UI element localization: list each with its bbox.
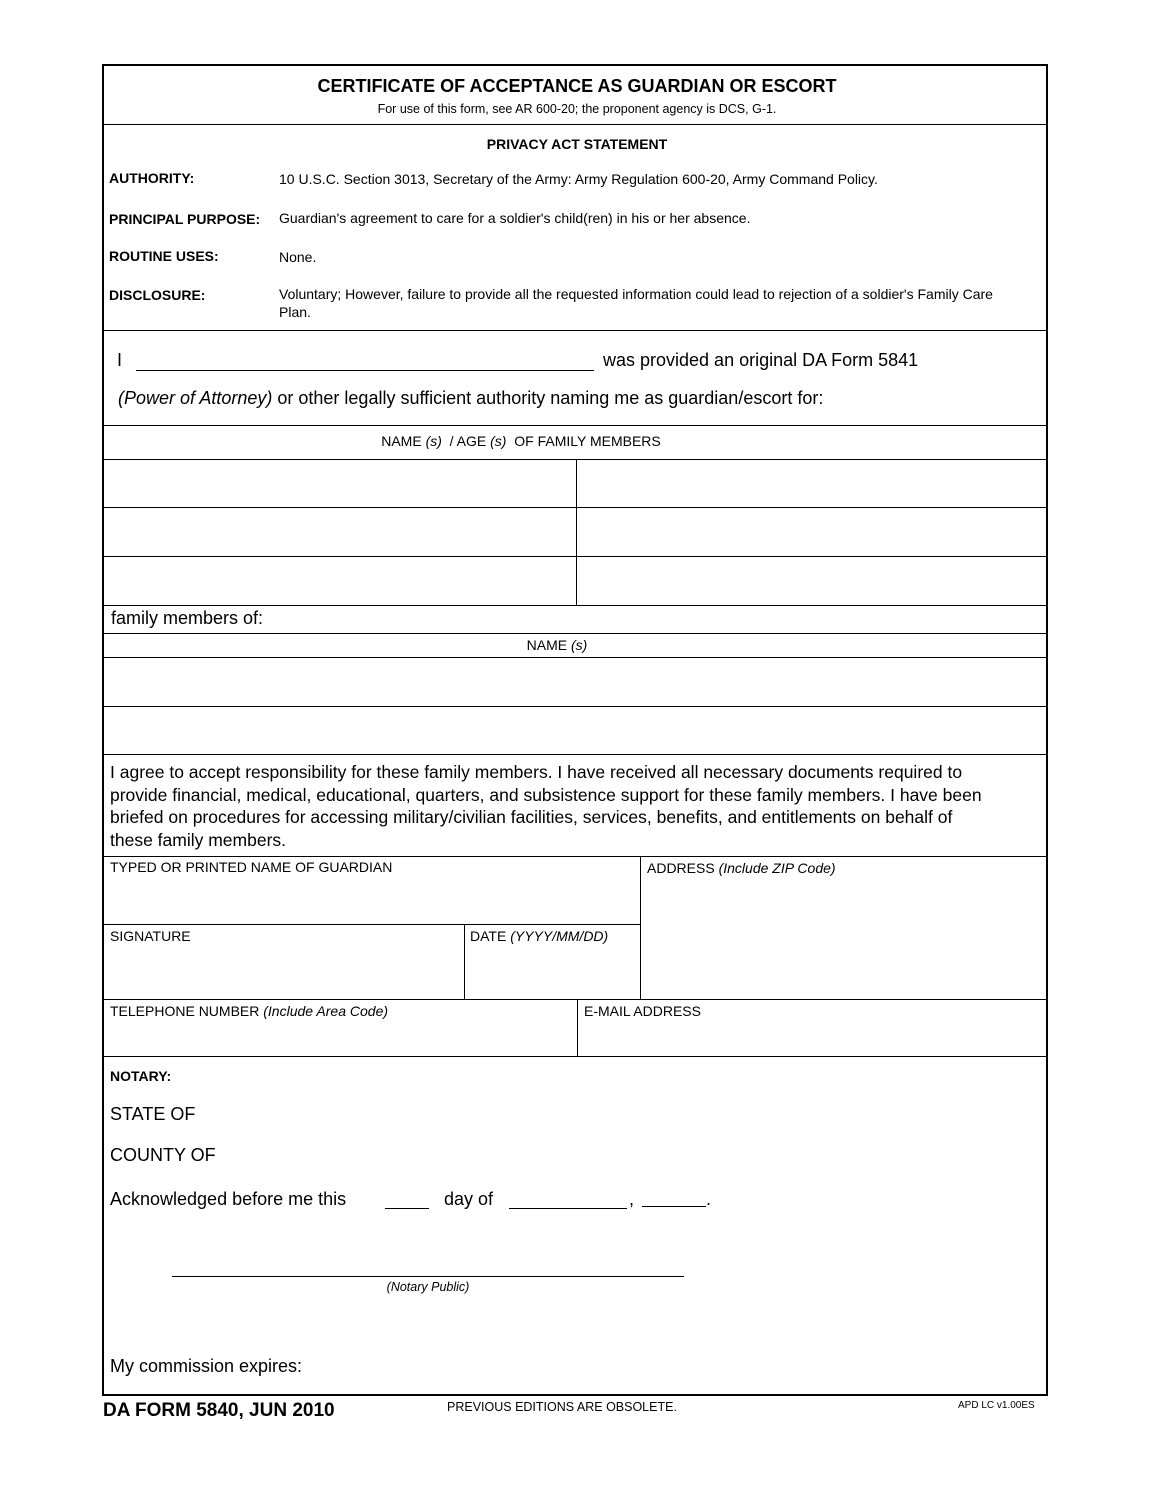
signature-label: SIGNATURE: [110, 928, 191, 944]
agreement-text: I agree to accept responsibility for these family members. I have received all necessary documents required to provide financial, medical, educational, quarters, and subsistence support for these family members. I have been briefed on procedures for accessing military/civilian facilities, services, benefits, and entitlements on behalf of these family members.: [110, 762, 982, 851]
authority-label: AUTHORITY:: [109, 170, 195, 186]
email-input[interactable]: [583, 1022, 1048, 1056]
soldier-name-header: [104, 637, 1010, 653]
date-label: [470, 928, 608, 944]
telephone-label-text: TELEPHONE NUMBER: [110, 1003, 264, 1019]
ack-day-input[interactable]: [385, 1188, 433, 1210]
address-label-text: ADDRESS: [647, 860, 719, 876]
signature-input[interactable]: [108, 948, 464, 996]
family-member-3-input[interactable]: [108, 510, 578, 556]
underline: [509, 1208, 627, 1209]
routine-uses-text: None.: [279, 249, 317, 265]
divider: [104, 124, 1048, 125]
underline: [385, 1208, 429, 1209]
header-s: (s): [490, 433, 507, 449]
divider: [104, 1056, 1048, 1057]
family-member-2-input[interactable]: [582, 462, 1048, 508]
telephone-hint: (Include Area Code): [263, 1003, 389, 1019]
disclosure-text: Voluntary; However, failure to provide all the requested information could lead to rejection of a soldier's Family Care Plan.: [279, 286, 993, 320]
underline: [642, 1206, 706, 1207]
privacy-heading: PRIVACY ACT STATEMENT: [486, 136, 668, 152]
telephone-input[interactable]: [108, 1022, 578, 1056]
comma: ,: [629, 1189, 635, 1209]
acknowledged-label: Acknowledged before me this: [110, 1189, 347, 1209]
address-hint: (Include ZIP Code): [718, 860, 836, 876]
form-title: CERTIFICATE OF ACCEPTANCE AS GUARDIAN OR ESCORT: [317, 76, 837, 96]
purpose-text: Guardian's agreement to care for a soldier's child(ren) in his or her absence.: [279, 210, 751, 226]
divider: [104, 706, 1048, 707]
underline: [136, 370, 594, 371]
column-divider: [576, 459, 577, 605]
address-label: [647, 860, 836, 876]
header-s: (s): [425, 433, 442, 449]
family-of-label: family members of:: [111, 608, 264, 628]
statement-authority: [118, 388, 823, 409]
address-input[interactable]: [646, 882, 1048, 998]
family-member-4-input[interactable]: [582, 510, 1048, 556]
column-divider: [577, 999, 578, 1056]
date-hint: (YYYY/MM/DD): [510, 928, 609, 944]
ack-month-input[interactable]: [509, 1188, 631, 1210]
guardian-name-label: TYPED OR PRINTED NAME OF GUARDIAN: [110, 859, 393, 875]
divider: [104, 999, 1048, 1000]
date-label-text: DATE: [470, 928, 511, 944]
statement-rest: or other legally sufficient authority naming me as guardian/escort for:: [272, 388, 824, 408]
ack-year-input[interactable]: [642, 1186, 710, 1208]
notary-signature-line: [172, 1276, 684, 1277]
form-number: DA FORM 5840, JUN 2010: [103, 1400, 335, 1421]
notary-public-caption: (Notary Public): [386, 1280, 470, 1294]
day-of-label: day of: [444, 1189, 494, 1209]
header-s: (s): [571, 637, 588, 653]
version-label: APD LC v1.00ES: [958, 1400, 1035, 1411]
divider: [104, 605, 1048, 606]
power-of-attorney-text: (Power of Attorney): [118, 388, 273, 408]
divider: [104, 856, 1048, 857]
header-tail: OF FAMILY MEMBERS: [506, 433, 661, 449]
family-member-5-input[interactable]: [108, 559, 578, 605]
guardian-name-line-input[interactable]: [136, 346, 598, 372]
divider: [104, 330, 1048, 331]
notary-signature-input[interactable]: [172, 1252, 688, 1276]
telephone-label: [110, 1003, 388, 1019]
routine-uses-label: ROUTINE USES:: [109, 248, 219, 264]
purpose-label: PRINCIPAL PURPOSE:: [109, 211, 261, 227]
county-of-label: COUNTY OF: [110, 1145, 216, 1165]
family-table-header: [104, 433, 938, 449]
form-subtitle: For use of this form, see AR 600-20; the proponent agency is DCS, G-1.: [377, 102, 777, 116]
divider: [104, 924, 640, 925]
commission-expires-input[interactable]: [316, 1354, 680, 1380]
divider: [104, 754, 1048, 755]
disclosure-label: DISCLOSURE:: [109, 287, 206, 303]
column-divider: [464, 924, 465, 999]
header-name: NAME: [381, 433, 426, 449]
commission-expires-label: My commission expires:: [110, 1356, 303, 1376]
state-of-label: STATE OF: [110, 1104, 196, 1124]
header-name: NAME: [526, 637, 571, 653]
obsolete-notice: PREVIOUS EDITIONS ARE OBSOLETE.: [447, 1400, 677, 1414]
period: .: [706, 1189, 712, 1209]
soldier-name-2-input[interactable]: [108, 709, 1048, 755]
family-member-1-input[interactable]: [108, 462, 578, 508]
soldier-name-1-input[interactable]: [108, 660, 1048, 706]
family-member-6-input[interactable]: [582, 559, 1048, 605]
statement-i: I: [117, 350, 123, 370]
form-frame: [102, 64, 1048, 1396]
divider: [104, 633, 1048, 634]
date-input[interactable]: [468, 948, 640, 996]
authority-text: 10 U.S.C. Section 3013, Secretary of the Army: Army Regulation 600-20, Army Command Policy.: [279, 171, 878, 187]
column-divider: [640, 856, 641, 999]
divider: [104, 657, 1048, 658]
email-label: E-MAIL ADDRESS: [584, 1003, 701, 1019]
divider: [104, 425, 1048, 426]
statement-provided: was provided an original DA Form 5841: [603, 350, 919, 370]
header-age: / AGE: [441, 433, 491, 449]
guardian-printed-name-input[interactable]: [108, 880, 640, 922]
notary-label: NOTARY:: [110, 1068, 172, 1084]
